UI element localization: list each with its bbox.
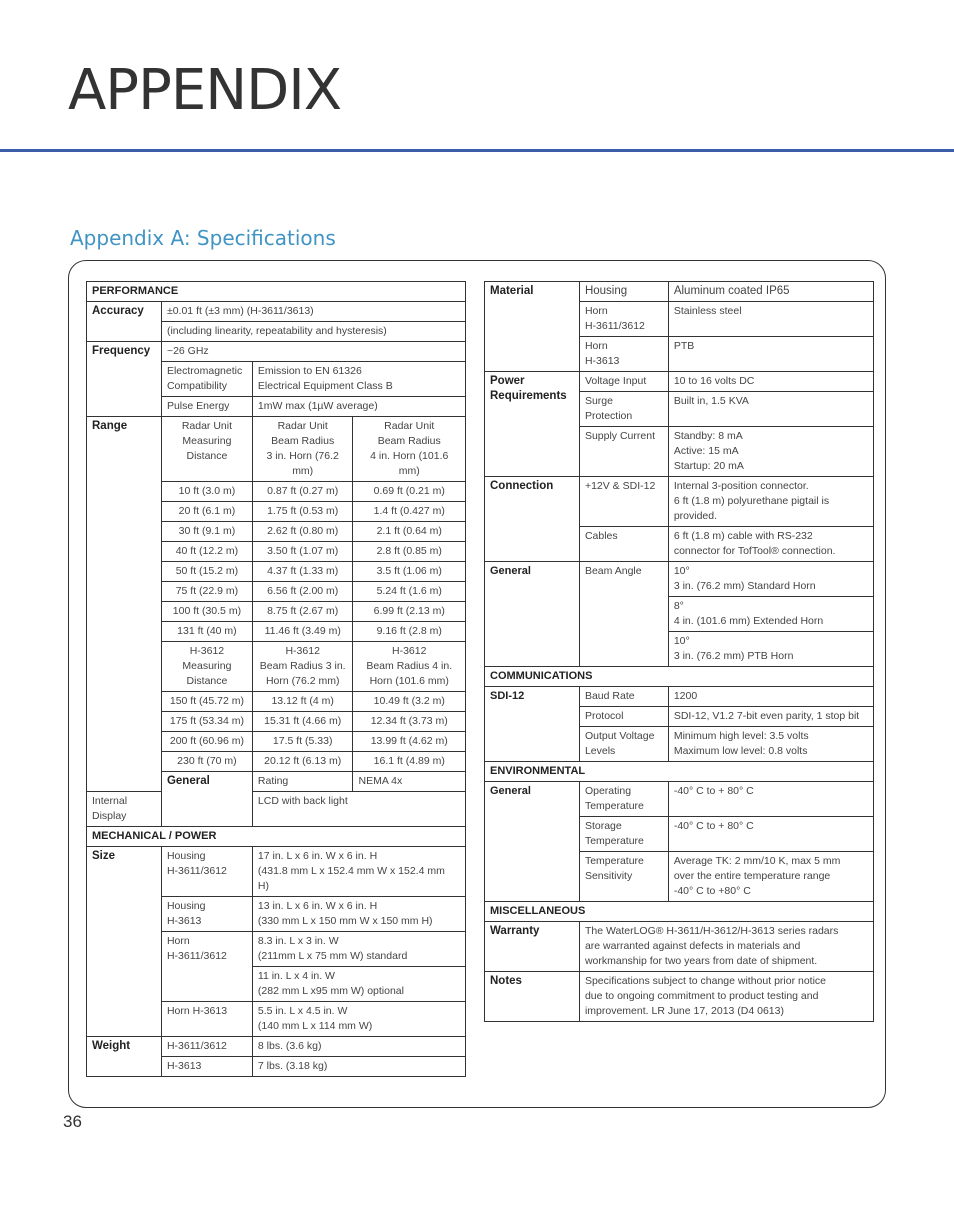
range-cell: 12.34 ft (3.73 m) — [353, 712, 466, 732]
env-value: -40° C to + 80° C — [668, 817, 873, 852]
table-row — [485, 922, 874, 972]
weight-model: H-3613 — [161, 1057, 252, 1077]
range-cell: 40 ft (12.2 m) — [161, 542, 252, 562]
table-row — [485, 282, 874, 302]
table-row — [485, 687, 874, 707]
weight-value: 8 lbs. (3.6 kg) — [252, 1037, 465, 1057]
spec-table-right — [484, 281, 874, 1022]
row-label-general: General — [161, 772, 252, 827]
range-cell: 0.69 ft (0.21 m) — [353, 482, 466, 502]
power-param: Supply Current — [579, 427, 668, 477]
env-value: Average TK: 2 mm/10 K, max 5 mm over the entire temperature range -40° C to +80° C — [668, 852, 873, 902]
range-cell: 75 ft (22.9 m) — [161, 582, 252, 602]
weight-model: H-3611/3612 — [161, 1037, 252, 1057]
spec-table-left — [86, 281, 466, 1077]
range-header-cell: Radar Unit Beam Radius 4 in. Horn (101.6 mm) — [353, 417, 466, 482]
range-cell: 17.5 ft (5.33) — [252, 732, 353, 752]
notes-value: Specifications subject to change without prior notice due to ongoing commitment to product testing and improvement. LR June 17, 2013 (D4 0613) — [579, 972, 873, 1022]
range-cell: 10.49 ft (3.2 m) — [353, 692, 466, 712]
power-param: Voltage Input — [579, 372, 668, 392]
section-header-miscellaneous: MISCELLANEOUS — [485, 902, 874, 922]
connection-value: Internal 3-position connector. 6 ft (1.8 m) polyurethane pigtail is provided. — [668, 477, 873, 527]
range-cell: 15.31 ft (4.66 m) — [252, 712, 353, 732]
sdi12-param: Output Voltage Levels — [579, 727, 668, 762]
range-cell: 175 ft (53.34 m) — [161, 712, 252, 732]
row-label-weight: Weight — [87, 1037, 162, 1077]
range-cell: 230 ft (70 m) — [161, 752, 252, 772]
table-row — [87, 342, 466, 362]
size-value: 5.5 in. L x 4.5 in. W (140 mm L x 114 mm W) — [252, 1002, 465, 1037]
env-param: Storage Temperature — [579, 817, 668, 852]
table-row — [485, 562, 874, 597]
weight-value: 7 lbs. (3.18 kg) — [252, 1057, 465, 1077]
size-part: Housing H-3611/3612 — [161, 847, 252, 897]
material-part: Horn H-3611/3612 — [579, 302, 668, 337]
beam-angle-value: 10° 3 in. (76.2 mm) PTB Horn — [668, 632, 873, 667]
table-row — [87, 792, 466, 827]
range-cell: 20.12 ft (6.13 m) — [252, 752, 353, 772]
size-value: 13 in. L x 6 in. W x 6 in. H (330 mm L x 150 mm W x 150 mm H) — [252, 897, 465, 932]
table-row — [485, 372, 874, 392]
accuracy-value: ±0.01 ft (±3 mm) (H-3611/3613) — [161, 302, 465, 322]
connection-value: 6 ft (1.8 m) cable with RS-232 connector for TofTool® connection. — [668, 527, 873, 562]
range-header-cell: H-3612 Beam Radius 3 in. Horn (76.2 mm) — [252, 642, 353, 692]
range-cell: 30 ft (9.1 m) — [161, 522, 252, 542]
power-value: Standby: 8 mA Active: 15 mA Startup: 20 mA — [668, 427, 873, 477]
range-cell: 6.99 ft (2.13 m) — [353, 602, 466, 622]
table-row — [87, 1037, 466, 1057]
table-row — [87, 282, 466, 302]
range-cell: 2.8 ft (0.85 m) — [353, 542, 466, 562]
connection-param: Cables — [579, 527, 668, 562]
section-header-environmental: ENVIRONMENTAL — [485, 762, 874, 782]
accuracy-note: (including linearity, repeatability and hysteresis) — [161, 322, 465, 342]
table-row — [485, 762, 874, 782]
range-cell: 8.75 ft (2.67 m) — [252, 602, 353, 622]
emc-label: Electromagnetic Compatibility — [161, 362, 252, 397]
range-cell: 10 ft (3.0 m) — [161, 482, 252, 502]
row-label-power: Power Requirements — [485, 372, 580, 477]
row-label-env-general: General — [485, 782, 580, 902]
size-part: Horn H-3611/3612 — [161, 932, 252, 1002]
env-param: Operating Temperature — [579, 782, 668, 817]
row-label-warranty: Warranty — [485, 922, 580, 972]
frequency-value: ~26 GHz — [161, 342, 465, 362]
range-cell: 0.87 ft (0.27 m) — [252, 482, 353, 502]
rating-value: NEMA 4x — [353, 772, 466, 792]
sdi12-value: SDI-12, V1.2 7-bit even parity, 1 stop bit — [668, 707, 873, 727]
section-header-mechanical: MECHANICAL / POWER — [87, 827, 466, 847]
material-part: Housing — [579, 282, 668, 302]
power-value: 10 to 16 volts DC — [668, 372, 873, 392]
row-label-range: Range — [87, 417, 162, 792]
range-header-cell: H-3612 Measuring Distance — [161, 642, 252, 692]
sdi12-value: Minimum high level: 3.5 volts Maximum low level: 0.8 volts — [668, 727, 873, 762]
display-label: Internal Display — [87, 792, 162, 827]
table-row — [87, 302, 466, 322]
range-cell: 5.24 ft (1.6 m) — [353, 582, 466, 602]
range-cell: 11.46 ft (3.49 m) — [252, 622, 353, 642]
range-cell: 16.1 ft (4.89 m) — [353, 752, 466, 772]
table-row — [87, 847, 466, 897]
display-value: LCD with back light — [252, 792, 465, 827]
connection-param: +12V & SDI-12 — [579, 477, 668, 527]
range-cell: 200 ft (60.96 m) — [161, 732, 252, 752]
section-subtitle: Appendix A: Specifications — [70, 226, 336, 250]
range-cell: 9.16 ft (2.8 m) — [353, 622, 466, 642]
sdi12-value: 1200 — [668, 687, 873, 707]
power-value: Built in, 1.5 KVA — [668, 392, 873, 427]
size-value: 11 in. L x 4 in. W (282 mm L x95 mm W) optional — [252, 967, 465, 1002]
beam-angle-value: 10° 3 in. (76.2 mm) Standard Horn — [668, 562, 873, 597]
range-cell: 3.5 ft (1.06 m) — [353, 562, 466, 582]
range-cell: 4.37 ft (1.33 m) — [252, 562, 353, 582]
power-param: Surge Protection — [579, 392, 668, 427]
material-value: Stainless steel — [668, 302, 873, 337]
beam-angle-label: Beam Angle — [579, 562, 668, 667]
header-rule — [0, 149, 954, 152]
range-cell: 2.62 ft (0.80 m) — [252, 522, 353, 542]
table-row — [87, 827, 466, 847]
sdi12-param: Baud Rate — [579, 687, 668, 707]
size-value: 17 in. L x 6 in. W x 6 in. H (431.8 mm L x 152.4 mm W x 152.4 mm H) — [252, 847, 465, 897]
section-header-communications: COMMUNICATIONS — [485, 667, 874, 687]
range-cell: 6.56 ft (2.00 m) — [252, 582, 353, 602]
table-row — [485, 477, 874, 527]
table-row — [485, 972, 874, 1022]
range-cell: 100 ft (30.5 m) — [161, 602, 252, 622]
beam-angle-value: 8° 4 in. (101.6 mm) Extended Horn — [668, 597, 873, 632]
size-part: Horn H-3613 — [161, 1002, 252, 1037]
range-cell: 131 ft (40 m) — [161, 622, 252, 642]
env-param: Temperature Sensitivity — [579, 852, 668, 902]
section-header-performance: PERFORMANCE — [87, 282, 466, 302]
rating-label: Rating — [252, 772, 353, 792]
pulse-energy-value: 1mW max (1µW average) — [252, 397, 465, 417]
page-title: APPENDIX — [68, 58, 342, 123]
range-cell: 150 ft (45.72 m) — [161, 692, 252, 712]
row-label-connection: Connection — [485, 477, 580, 562]
table-row — [485, 667, 874, 687]
range-cell: 1.4 ft (0.427 m) — [353, 502, 466, 522]
emc-value: Emission to EN 61326 Electrical Equipment Class B — [252, 362, 465, 397]
range-cell: 20 ft (6.1 m) — [161, 502, 252, 522]
material-value: Aluminum coated IP65 — [668, 282, 873, 302]
material-part: Horn H-3613 — [579, 337, 668, 372]
range-cell: 13.12 ft (4 m) — [252, 692, 353, 712]
size-value: 8.3 in. L x 3 in. W (211mm L x 75 mm W) standard — [252, 932, 465, 967]
page-number: 36 — [63, 1112, 82, 1131]
row-label-general: General — [485, 562, 580, 667]
range-cell: 1.75 ft (0.53 m) — [252, 502, 353, 522]
material-value: PTB — [668, 337, 873, 372]
row-label-notes: Notes — [485, 972, 580, 1022]
warranty-value: The WaterLOG® H-3611/H-3612/H-3613 series radars are warranted against defects in materials and workmanship for two years from date of shipment. — [579, 922, 873, 972]
range-cell: 3.50 ft (1.07 m) — [252, 542, 353, 562]
table-row — [87, 417, 466, 482]
range-header-cell: Radar Unit Beam Radius 3 in. Horn (76.2 mm) — [252, 417, 353, 482]
range-header-cell: H-3612 Beam Radius 4 in. Horn (101.6 mm) — [353, 642, 466, 692]
range-cell: 2.1 ft (0.64 m) — [353, 522, 466, 542]
row-label-material: Material — [485, 282, 580, 372]
range-cell: 13.99 ft (4.62 m) — [353, 732, 466, 752]
row-label-frequency: Frequency — [87, 342, 162, 417]
sdi12-param: Protocol — [579, 707, 668, 727]
pulse-energy-label: Pulse Energy — [161, 397, 252, 417]
env-value: -40° C to + 80° C — [668, 782, 873, 817]
table-row — [485, 902, 874, 922]
row-label-sdi12: SDI-12 — [485, 687, 580, 762]
range-header-cell: Radar Unit Measuring Distance — [161, 417, 252, 482]
size-part: Housing H-3613 — [161, 897, 252, 932]
table-row — [485, 782, 874, 817]
range-cell: 50 ft (15.2 m) — [161, 562, 252, 582]
row-label-accuracy: Accuracy — [87, 302, 162, 342]
row-label-size: Size — [87, 847, 162, 1037]
